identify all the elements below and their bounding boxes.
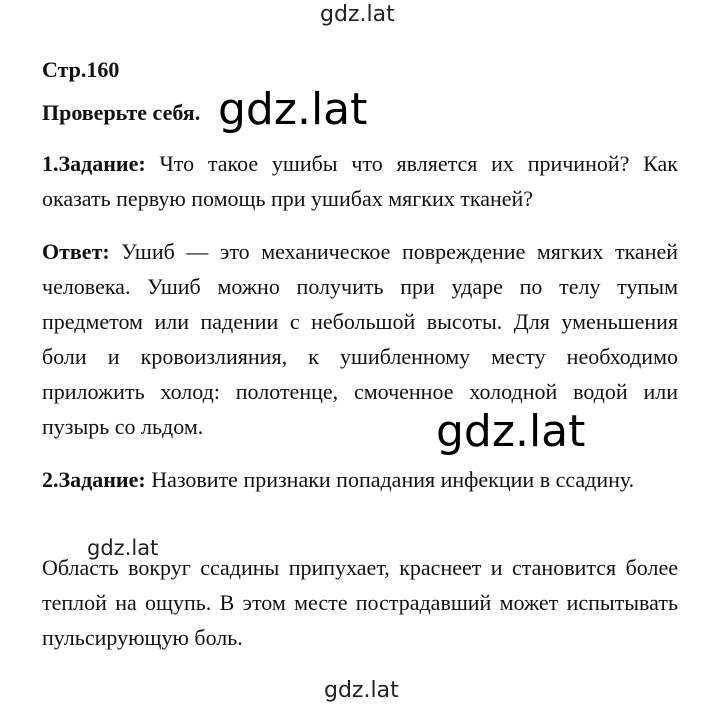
answer-2-text: Область вокруг ссадины припухает, краснеет и становится более теплой на ощупь. В этом месте пострадавший может испытывать пульсирующую боль.	[42, 555, 678, 650]
page-label: Стр.160	[42, 57, 120, 82]
question-2-text: Назовите признаки попадания инфекции в ссадину.	[151, 467, 635, 492]
answer-1-text: Ушиб — это механическое повреждение мягких тканей человека. Ушиб можно получить при ударе по телу тупым предметом или падении с небольшой высоты. Для уменьшения боли и кровоизлияния, к ушибленному месту необходимо приложить холод: полотенце, смоченное холодной водой или пузырь со льдом.	[42, 239, 679, 439]
watermark-small: gdz.lat	[87, 536, 159, 560]
question-2	[42, 462, 678, 497]
answer-2	[42, 550, 678, 655]
question-1-label: 1.Задание:	[42, 151, 146, 176]
watermark-bottom: gdz.lat	[324, 678, 399, 703]
question-1	[42, 146, 678, 216]
watermark-large-1: gdz.lat	[218, 84, 368, 135]
answer-1-label: Ответ:	[42, 239, 110, 264]
watermark-top: gdz.lat	[320, 2, 395, 27]
question-2-label: 2.Задание:	[42, 467, 146, 492]
section-title: Проверьте себя.	[42, 100, 201, 125]
question-1-text: Что такое ушибы что является их причиной? Как оказать первую помощь при ушибах мягких тканей?	[42, 151, 678, 211]
watermark-large-2: gdz.lat	[436, 406, 586, 457]
